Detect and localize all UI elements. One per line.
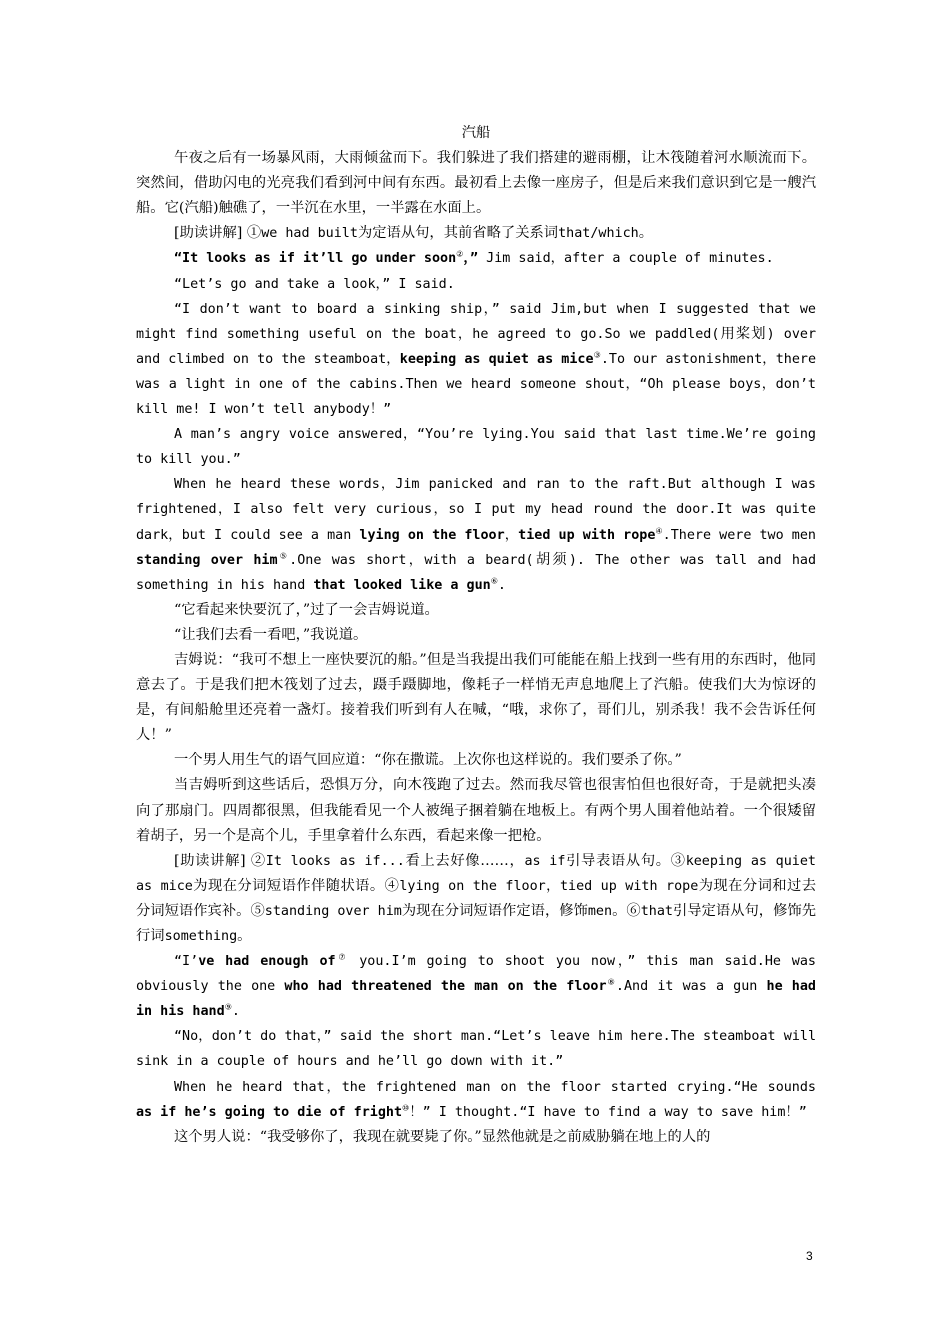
english-paragraph-shoot: “I’ve had enough of⑦ you.I’m going to shoot you now，” this man said.He was obviously the one who had threatened the man on the floor⑧.And it was a gun he had in his hand⑨. xyxy=(136,952,816,1020)
article-body xyxy=(136,121,816,1150)
english-paragraph-save-him: When he heard that，the frightened man on the floor started crying.“He sounds as if he’s going to die of fright⑩！” I thought.“I have to find a way to save him！” xyxy=(136,1079,816,1120)
english-paragraph-angry-voice: A man’s angry voice answered，“You’re lying.You said that last time.We’re going to kill you.” xyxy=(136,427,816,468)
note-label: [助读讲解] xyxy=(174,225,243,242)
english-paragraph-curious: When he heard these words，Jim panicked and ran to the raft.But although I was frightened，I also felt very curious，so I put my head round the door.It was quite dark，but I could see a man lying on the floor，tied up with rope④.There were two men standing over him⑤.One was short，with a beard(胡须). The other was tall and had something in his hand that looked like a gun⑥. xyxy=(136,477,817,593)
reading-note-1: [助读讲解] ①we had built为定语从句，其前省略了关系词that/which。 xyxy=(174,225,654,242)
english-paragraph-board-ship: “I don’t want to board a sinking ship，” said Jim,but when I suggested that we might find something useful on the boat，he agreed to go.So we paddled(用桨划) over and climbed on to the steamboat，keeping as quiet as mice③.To our astonishment，there was a light in one of the cabins.Then we heard someone shout，“Oh please boys，don’t kill me! I won’t tell anybody！” xyxy=(136,301,817,418)
page-number: 3 xyxy=(806,1249,813,1263)
chinese-paragraph-intro: 午夜之后有一场暴风雨，大雨倾盆而下。我们躲进了我们搭建的避雨棚，让木筏随着河水顺流而下。突然间，借助闪电的光亮我们看到河中间有东西。最初看上去像一座房子，但是后来我们意识到它是一艘汽船。它(汽船)触礁了，一半沉在水里，一半露在水面上。 xyxy=(136,150,816,217)
article-title: 汽船 xyxy=(461,125,491,141)
english-paragraph-go-under: “It looks as if it’ll go under soon②，” Jim said，after a couple of minutes. xyxy=(174,250,774,267)
chinese-paragraph-1: “它看起来快要沉了，”过了一会吉姆说道。 xyxy=(174,601,439,618)
english-paragraph-leave-him: “No，don’t do that，” said the short man.“Let’s leave him here.The steamboat will sink in a couple of hours and he’ll go down with it.” xyxy=(136,1029,816,1070)
english-paragraph-take-look: “Let’s go and take a look，” I said. xyxy=(174,276,455,292)
chinese-paragraph-3: 吉姆说：“我可不想上一座快要沉的船。”但是当我提出我们可能能在船上找到一些有用的东西时，他同意去了。于是我们把木筏划了过去，蹑手蹑脚地，像耗子一样悄无声息地爬上了汽船。使我们大为惊讶的是，有间船舱里还亮着一盏灯。接着我们听到有人在喊，“哦，求你了，哥们儿，别杀我！我不会告诉任何人！” xyxy=(136,651,816,744)
chinese-paragraph-4: 一个男人用生气的语气回应道：“你在撒谎。上次你也这样说的。我们要杀了你。” xyxy=(174,752,682,769)
chinese-paragraph-5: 当吉姆听到这些话后，恐惧万分，向木筏跑了过去。然而我尽管也很害怕但也很好奇，于是就把头凑向了那扇门。四周都很黑，但我能看见一个人被绳子捆着躺在地板上。有两个男人围着他站着。一个很矮留着胡子，另一个是高个儿，手里拿着什么东西，看起来像一把枪。 xyxy=(136,777,816,844)
chinese-paragraph-2: “让我们去看一看吧，”我说道。 xyxy=(174,626,368,643)
reading-note-2: [助读讲解] ②It looks as if...看上去好像……，as if引导表语从句。③keeping as quiet as mice为现在分词短语作伴随状语。④lying on the floor，tied up with rope为现在分词和过去分词短语作宾补。⑤standing over him为现在分词短语作定语，修饰men。⑥that引导定语从句，修饰先行词something。 xyxy=(136,852,817,944)
chinese-paragraph-6: 这个男人说：“我受够你了，我现在就要毙了你。”显然他就是之前威胁躺在地上的人的 xyxy=(174,1128,711,1145)
